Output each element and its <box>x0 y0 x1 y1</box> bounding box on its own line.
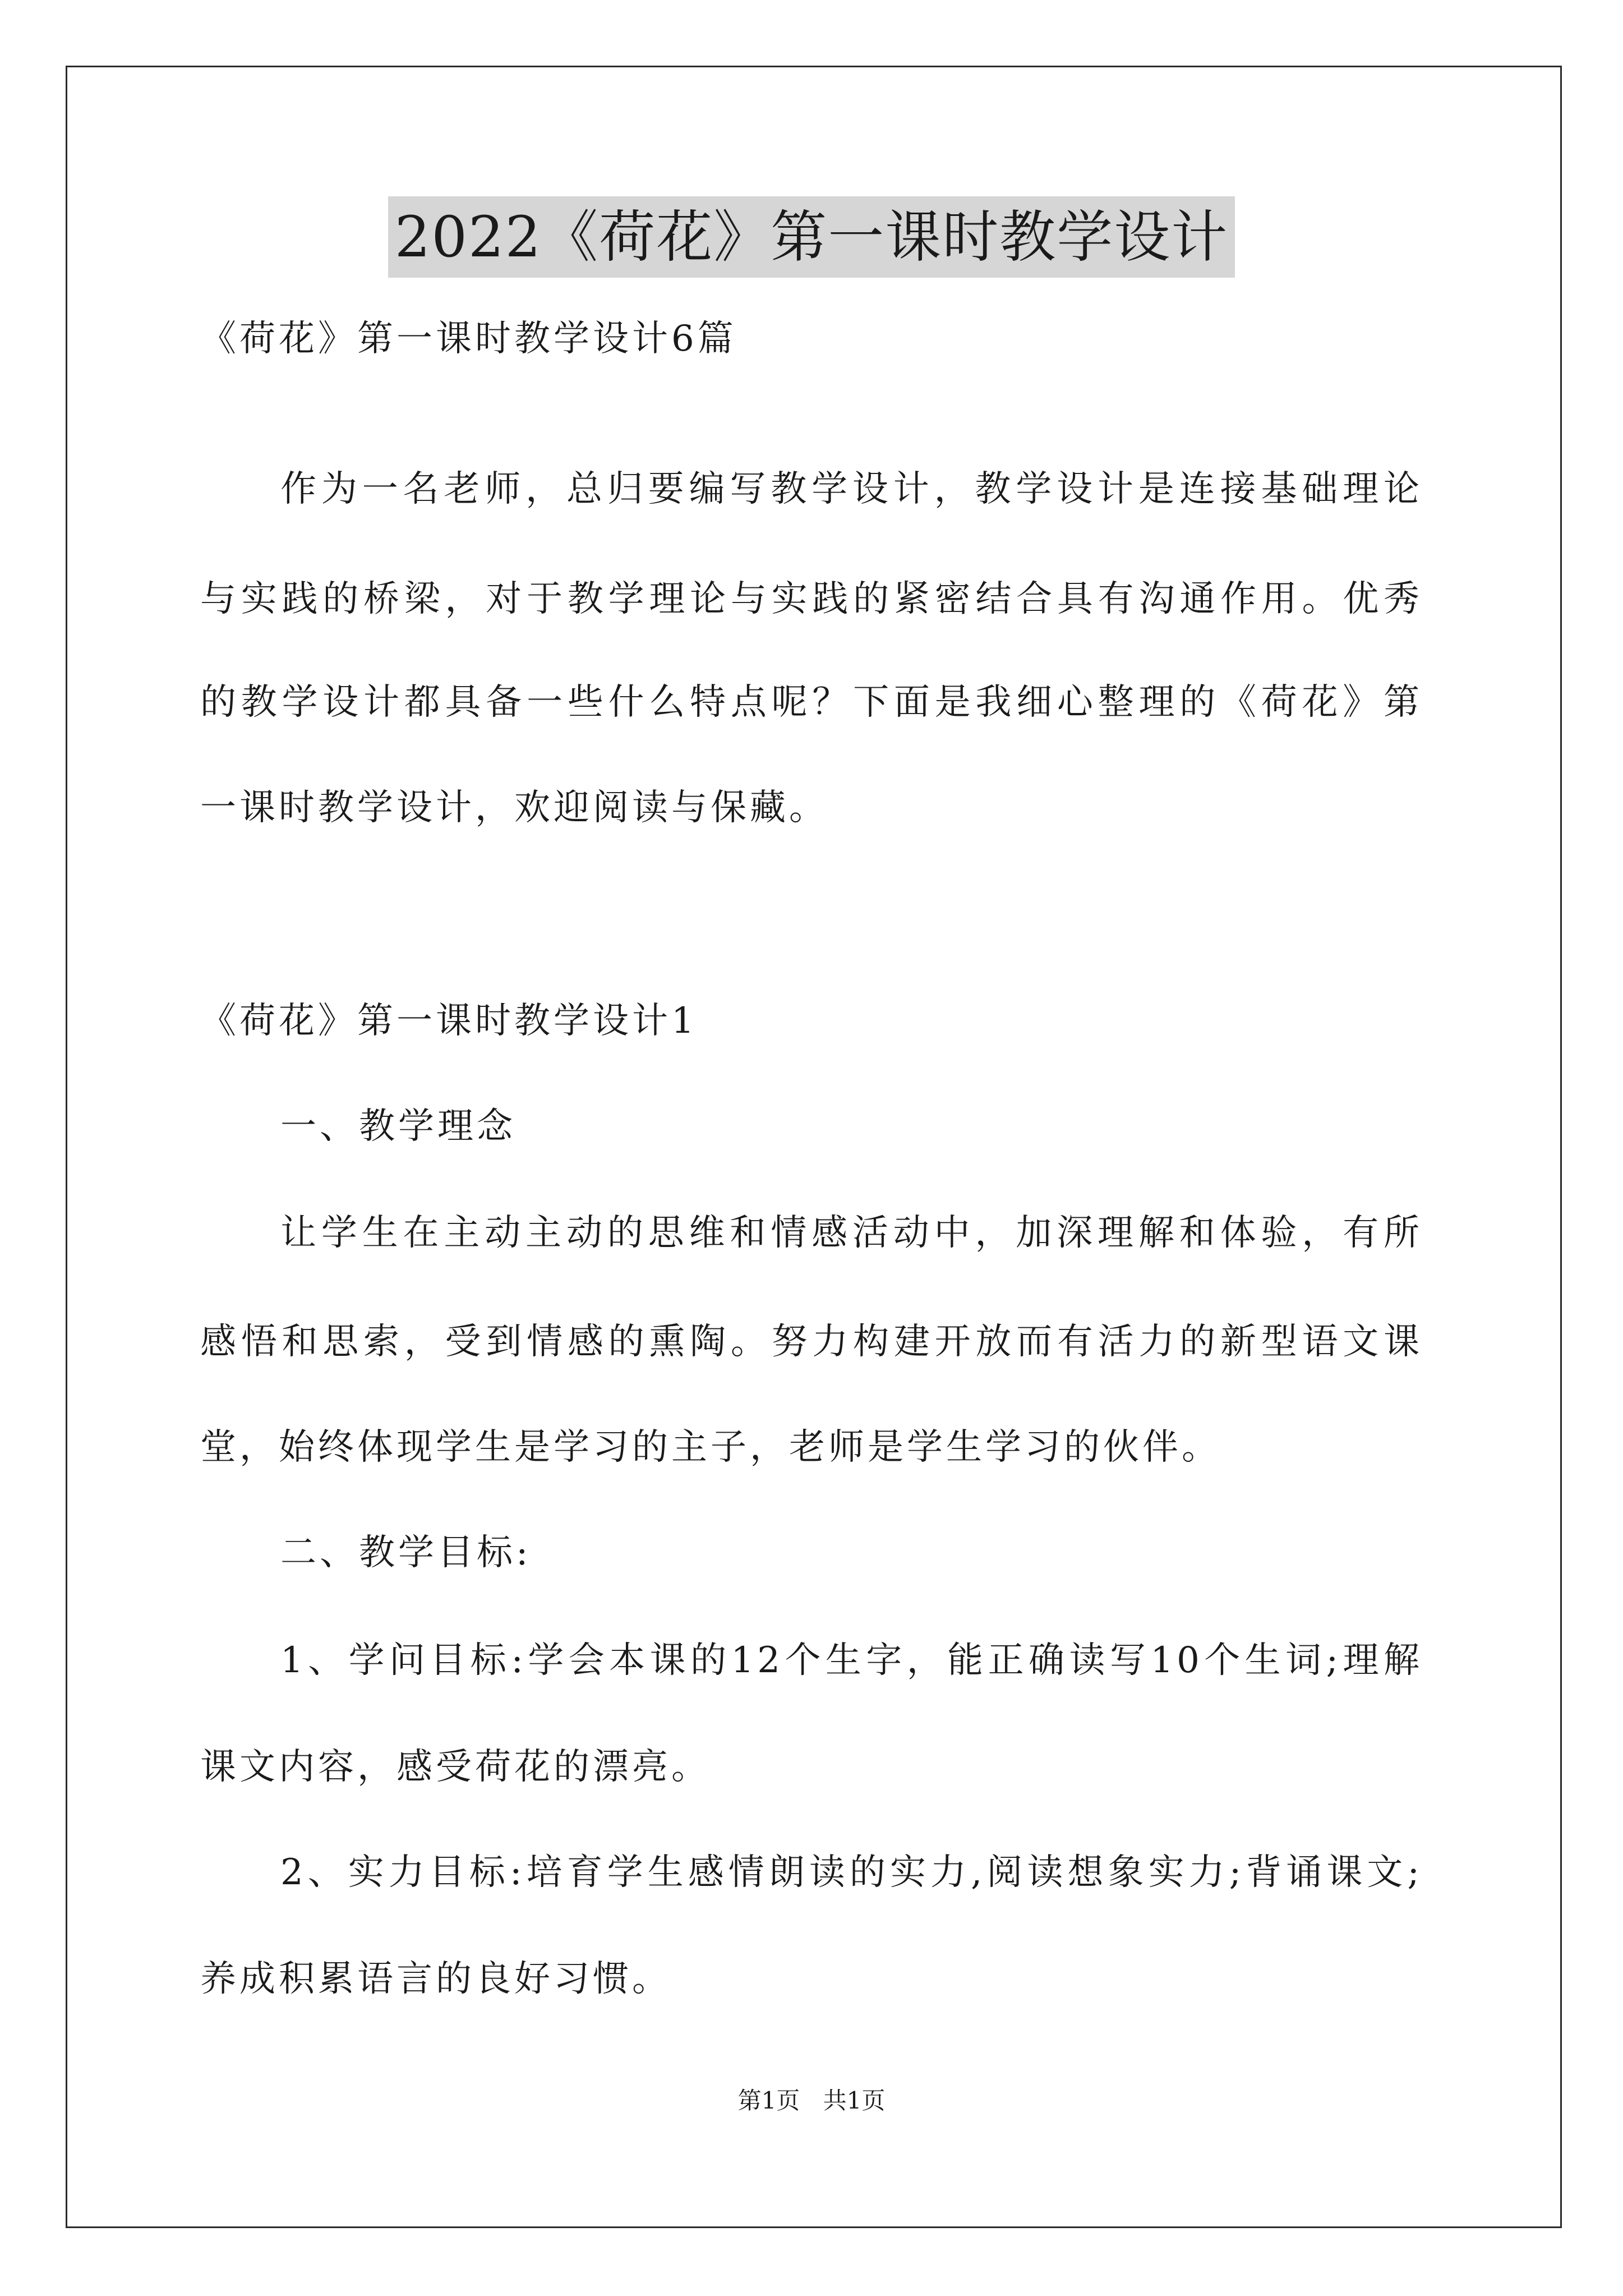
paragraph-line: 1、学问目标:学会本课的12个生字，能正确读写10个生词;理解 <box>280 1640 1423 1681</box>
paragraph-line: 堂，始终体现学生是学习的主子，老师是学生学习的伙伴。 <box>200 1427 1221 1468</box>
paragraph-line: 感悟和思索，受到情感的熏陶。努力构建开放而有活力的新型语文课 <box>200 1321 1423 1363</box>
subtitle: 《荷花》第一课时教学设计6篇 <box>200 318 737 360</box>
subheading: 一、教学理念 <box>280 1106 516 1147</box>
subheading: 二、教学目标: <box>280 1532 532 1573</box>
page-number-total: 共1页 <box>823 2087 886 2114</box>
paragraph-line: 一课时教学设计，欢迎阅读与保藏。 <box>200 787 828 829</box>
paragraph-line: 2、实力目标:培育学生感情朗读的实力,阅读想象实力;背诵课文; <box>280 1852 1423 1893</box>
paragraph-line: 养成积累语言的良好习惯。 <box>200 1958 671 2000</box>
section-heading: 《荷花》第一课时教学设计1 <box>200 1000 698 1042</box>
paragraph-line: 的教学设计都具备一些什么特点呢？下面是我细心整理的《荷花》第 <box>200 682 1423 723</box>
paragraph-line: 课文内容，感受荷花的漂亮。 <box>200 1746 711 1788</box>
page-number-current: 第1页 <box>737 2087 800 2114</box>
page-footer <box>0 2087 1623 2115</box>
paragraph-line: 让学生在主动主动的思维和情感活动中，加深理解和体验，有所 <box>280 1212 1423 1254</box>
paragraph-line: 与实践的桥梁，对于教学理论与实践的紧密结合具有沟通作用。优秀 <box>200 578 1423 620</box>
document-title: 2022《荷花》第一课时教学设计 <box>388 196 1235 278</box>
title-wrap <box>0 196 1623 278</box>
paragraph-line: 作为一名老师，总归要编写教学设计，教学设计是连接基础理论 <box>280 468 1423 510</box>
